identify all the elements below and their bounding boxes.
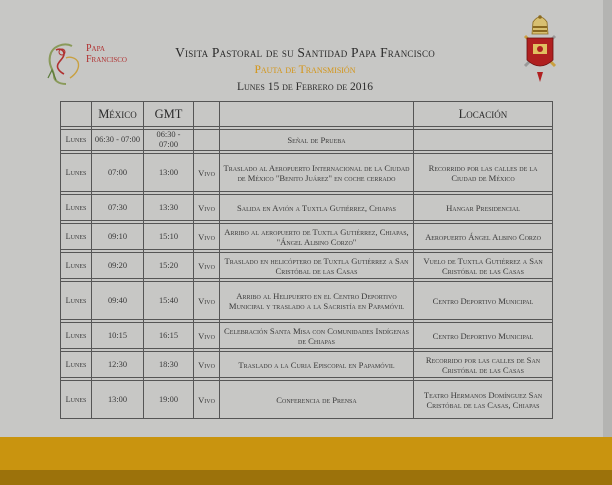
papal-coat-of-arms-icon bbox=[521, 14, 559, 84]
schedule-date: Lunes 15 de Febrero de 2016 bbox=[236, 81, 374, 93]
event-cell: Arribo al aeropuerto de Tuxtla Gutiérrez, Chiapas, "Ángel Albino Corzo" bbox=[220, 224, 414, 250]
live-cell: Vivo bbox=[194, 224, 220, 250]
location-cell: Centro Deportivo Municipal bbox=[414, 323, 553, 349]
logo-line2: Francisco bbox=[86, 54, 127, 65]
live-cell: Vivo bbox=[194, 253, 220, 279]
gmt-time-cell: 13:00 bbox=[144, 154, 194, 192]
day-cell: Lunes bbox=[61, 224, 92, 250]
location-cell: Vuelo de Tuxtla Gutiérrez a San Cristóbal de las Casas bbox=[414, 253, 553, 279]
day-cell: Lunes bbox=[61, 130, 92, 151]
table-row bbox=[61, 195, 553, 221]
location-cell bbox=[414, 130, 553, 151]
logo-wordmark bbox=[86, 44, 127, 65]
table-row bbox=[61, 282, 553, 320]
live-cell: Vivo bbox=[194, 323, 220, 349]
live-cell: Vivo bbox=[194, 352, 220, 378]
live-cell: Vivo bbox=[194, 154, 220, 192]
mexico-time-cell: 10:15 bbox=[92, 323, 144, 349]
day-cell: Lunes bbox=[61, 323, 92, 349]
gmt-time-cell: 18:30 bbox=[144, 352, 194, 378]
location-cell: Recorrido por las calles de la Ciudad de México bbox=[414, 154, 553, 192]
gmt-time-cell: 19:00 bbox=[144, 381, 194, 419]
column-header bbox=[194, 102, 220, 127]
event-cell: Señal de Prueba bbox=[220, 130, 414, 151]
screen-edge bbox=[603, 0, 612, 485]
logo-line1: Papa bbox=[86, 43, 105, 54]
page-subtitle: Pauta de Transmisión bbox=[254, 64, 356, 76]
gmt-time-cell: 15:40 bbox=[144, 282, 194, 320]
column-header: México bbox=[92, 102, 144, 127]
mexico-time-cell: 12:30 bbox=[92, 352, 144, 378]
gmt-time-cell: 16:15 bbox=[144, 323, 194, 349]
table-row bbox=[61, 130, 553, 151]
table-header-row bbox=[61, 102, 553, 127]
day-cell: Lunes bbox=[61, 352, 92, 378]
location-cell: Hangar Presidencial bbox=[414, 195, 553, 221]
event-cell: Arribo al Helipuerto en el Centro Deportivo Municipal y traslado a la Sacristía en Papamóvil bbox=[220, 282, 414, 320]
event-cell: Conferencia de Prensa bbox=[220, 381, 414, 419]
gmt-time-cell: 06:30 - 07:00 bbox=[144, 130, 194, 151]
day-cell: Lunes bbox=[61, 282, 92, 320]
papa-francisco-logo bbox=[42, 40, 138, 86]
broadcast-schedule-table bbox=[60, 101, 553, 419]
location-cell: Aeropuerto Ángel Albino Corzo bbox=[414, 224, 553, 250]
mexico-time-cell: 09:10 bbox=[92, 224, 144, 250]
bottom-band-shadow bbox=[0, 470, 612, 485]
live-cell: Vivo bbox=[194, 195, 220, 221]
table-row bbox=[61, 381, 553, 419]
pope-silhouette-icon bbox=[42, 40, 86, 86]
event-cell: Traslado a la Curia Episcopal en Papamóvil bbox=[220, 352, 414, 378]
live-cell bbox=[194, 130, 220, 151]
event-cell: Traslado al Aeropuerto Internacional de la Ciudad de México "Benito Juárez" en coche cerrado bbox=[220, 154, 414, 192]
table-row bbox=[61, 154, 553, 192]
live-cell: Vivo bbox=[194, 381, 220, 419]
mexico-time-cell: 07:00 bbox=[92, 154, 144, 192]
mexico-time-cell: 13:00 bbox=[92, 381, 144, 419]
table-row bbox=[61, 224, 553, 250]
table-row bbox=[61, 323, 553, 349]
day-cell: Lunes bbox=[61, 154, 92, 192]
location-cell: Teatro Hermanos Domínguez San Cristóbal de las Casas, Chiapas bbox=[414, 381, 553, 419]
gmt-time-cell: 15:20 bbox=[144, 253, 194, 279]
day-cell: Lunes bbox=[61, 253, 92, 279]
event-cell: Salida en Avión a Tuxtla Gutiérrez, Chiapas bbox=[220, 195, 414, 221]
live-cell: Vivo bbox=[194, 282, 220, 320]
column-header bbox=[220, 102, 414, 127]
column-header bbox=[61, 102, 92, 127]
gmt-time-cell: 15:10 bbox=[144, 224, 194, 250]
mexico-time-cell: 07:30 bbox=[92, 195, 144, 221]
table-row bbox=[61, 352, 553, 378]
location-cell: Recorrido por las calles de San Cristóbal de las Casas bbox=[414, 352, 553, 378]
location-cell: Centro Deportivo Municipal bbox=[414, 282, 553, 320]
gmt-time-cell: 13:30 bbox=[144, 195, 194, 221]
mexico-time-cell: 09:20 bbox=[92, 253, 144, 279]
table-row bbox=[61, 253, 553, 279]
mexico-time-cell: 09:40 bbox=[92, 282, 144, 320]
column-header: GMT bbox=[144, 102, 194, 127]
column-header: Locación bbox=[414, 102, 553, 127]
event-cell: Traslado en helicóptero de Tuxtla Gutiérrez a San Cristóbal de las Casas bbox=[220, 253, 414, 279]
mexico-time-cell: 06:30 - 07:00 bbox=[92, 130, 144, 151]
day-cell: Lunes bbox=[61, 381, 92, 419]
event-cell: Celebración Santa Misa con Comunidades Indígenas de Chiapas bbox=[220, 323, 414, 349]
page-title: Visita Pastoral de su Santidad Papa Francisco bbox=[175, 45, 435, 60]
day-cell: Lunes bbox=[61, 195, 92, 221]
